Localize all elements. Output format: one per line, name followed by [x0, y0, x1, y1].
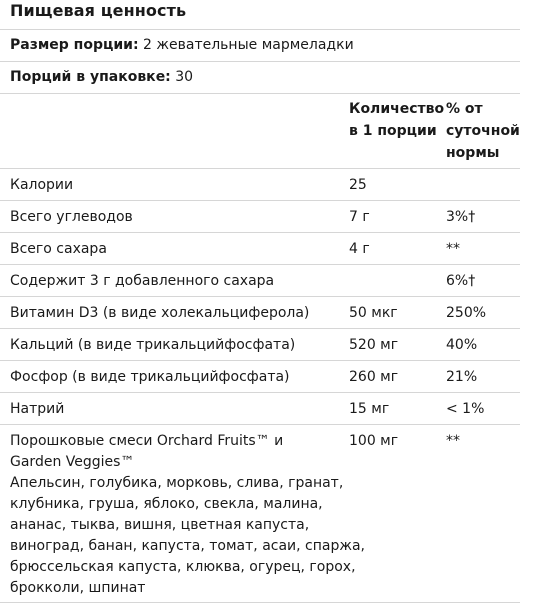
nutrient-name: Натрий	[10, 401, 65, 417]
serving-size-label: Размер порции:	[10, 37, 139, 53]
servings-per-container-row	[10, 69, 193, 85]
nutrient-row	[0, 392, 520, 424]
blend-line: брюссельская капуста, клюква, огурец, горох,	[10, 559, 356, 575]
blend-line: виноград, банан, капуста, томат, асаи, спаржа,	[10, 538, 366, 554]
servings-per-container-value: 30	[175, 69, 194, 85]
nutrient-daily-value: 3%†	[446, 209, 476, 225]
blend-line: Апельсин, голубика, морковь, слива, гранат,	[10, 475, 344, 491]
divider	[0, 602, 520, 603]
amount-header-line: в 1 порции	[349, 123, 437, 139]
nutrient-daily-value: 40%	[446, 337, 478, 353]
nutrient-name: Фосфор (в виде трикальцийфосфата)	[10, 369, 290, 385]
blend-line: Garden Veggies™	[10, 454, 135, 470]
nutrient-row	[0, 296, 520, 328]
nutrient-name: Кальций (в виде трикальцийфосфата)	[10, 337, 296, 353]
blend-row	[0, 424, 520, 602]
nutrient-name: Витамин D3 (в виде холекальциферола)	[10, 305, 310, 321]
nutrient-row	[0, 360, 520, 392]
nutrient-amount: 25	[349, 177, 367, 193]
nutrient-amount: 50 мкг	[349, 305, 398, 321]
serving-size-value: 2 жевательные мармеладки	[143, 37, 354, 53]
blend-line: клубника, груша, яблоко, свекла, малина,	[10, 496, 323, 512]
nutrient-name: Всего углеводов	[10, 209, 133, 225]
nutrient-amount: 520 мг	[349, 337, 399, 353]
divider	[0, 93, 520, 94]
nutrient-amount: 7 г	[349, 209, 370, 225]
divider	[0, 29, 520, 30]
nutrient-row	[0, 264, 520, 296]
nutrient-daily-value: 21%	[446, 369, 478, 385]
nutrient-name: Содержит 3 г добавленного сахара	[10, 273, 275, 289]
blend-name	[10, 431, 365, 599]
nutrient-daily-value: 250%	[446, 305, 487, 321]
amount-column-header	[349, 98, 444, 142]
nutrient-row	[0, 328, 520, 360]
blend-daily-value: **	[446, 433, 460, 449]
nutrient-row	[0, 232, 520, 264]
serving-size-row	[10, 37, 354, 53]
nutrient-name: Всего сахара	[10, 241, 107, 257]
amount-header-line: Количество	[349, 101, 445, 117]
nutrient-row	[0, 168, 520, 200]
nutrient-daily-value: 6%†	[446, 273, 476, 289]
divider	[0, 61, 520, 62]
panel-title: Пищевая ценность	[10, 1, 187, 20]
nutrient-daily-value: < 1%	[446, 401, 485, 417]
dv-header-line: суточной	[446, 123, 520, 139]
nutrient-amount: 4 г	[349, 241, 370, 257]
nutrient-row	[0, 200, 520, 232]
dv-header-line: % от	[446, 101, 483, 117]
blend-amount: 100 мг	[349, 433, 399, 449]
blend-line: Порошковые смеси Orchard Fruits™ и	[10, 433, 284, 449]
nutrient-amount: 260 мг	[349, 369, 399, 385]
nutrient-name: Калории	[10, 177, 74, 193]
dv-header-line: нормы	[446, 145, 500, 161]
nutrient-daily-value: **	[446, 241, 460, 257]
daily-value-column-header	[446, 98, 520, 164]
nutrient-amount: 15 мг	[349, 401, 390, 417]
blend-line: брокколи, шпинат	[10, 580, 146, 596]
servings-per-container-label: Порций в упаковке:	[10, 69, 171, 85]
blend-line: ананас, тыква, вишня, цветная капуста,	[10, 517, 310, 533]
